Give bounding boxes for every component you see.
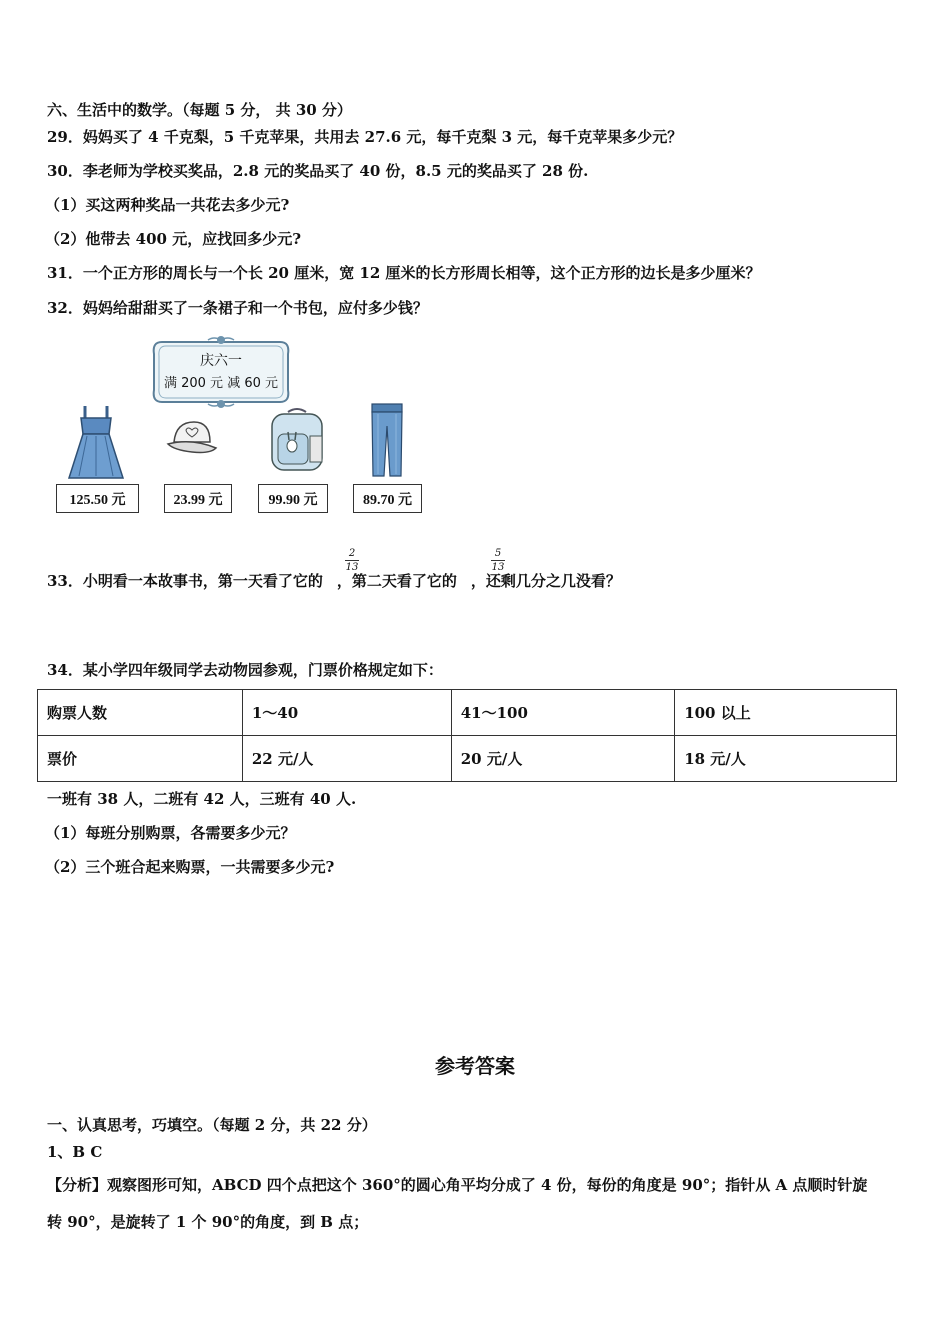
- question-33: [47, 571, 621, 591]
- question-30: 30．李老师为学校买奖品，2.8 元的奖品买了 40 份，8.5 元的奖品买了 28 份.: [47, 162, 589, 180]
- answer-1: 1、B C: [47, 1143, 103, 1161]
- question-33-part-a: 33．小明看一本故事书，第一天看了它的: [47, 572, 323, 590]
- table-cell: 100 以上: [675, 690, 897, 736]
- answers-section-1-title: 一、认真思考，巧填空。（每题 2 分，共 22 分）: [47, 1116, 377, 1134]
- analysis-line-2: 转 90°，是旋转了 1 个 90°的角度，到 B 点；: [47, 1213, 369, 1231]
- price-tag-cap: 23.99 元: [164, 484, 232, 513]
- promo-line-2: 满 200 元 减 60 元: [163, 376, 279, 391]
- table-cell: 22 元/人: [242, 736, 451, 782]
- fraction-1: [345, 548, 359, 573]
- backpack-icon: [266, 406, 328, 474]
- fraction-2: [491, 548, 505, 573]
- analysis-line-1: 【分析】观察图形可知，ABCD 四个点把这个 360°的圆心角平均分成了 4 份，每份的角度是 90°；指针从 A 点顺时针旋: [47, 1176, 868, 1194]
- question-33-part-b: ，第二天看了它的: [336, 572, 457, 590]
- fraction-2-numerator: 5: [494, 548, 502, 559]
- price-tag-dress: 125.50 元: [56, 484, 139, 513]
- promo-line-1: 庆六一: [200, 353, 242, 369]
- jeans-icon: [368, 402, 406, 478]
- section-6-title: 六、生活中的数学。（每题 5 分， 共 30 分）: [47, 101, 352, 119]
- table-cell: 18 元/人: [675, 736, 897, 782]
- cap-icon: [166, 418, 218, 458]
- ticket-price-table: [37, 689, 897, 782]
- table-cell: 购票人数: [38, 690, 243, 736]
- question-29: 29．妈妈买了 4 千克梨，5 千克苹果，共用去 27.6 元，每千克梨 3 元，每千克苹果多少元？: [47, 128, 683, 146]
- price-tag-backpack: 99.90 元: [258, 484, 328, 513]
- question-31: 31．一个正方形的周长与一个长 20 厘米，宽 12 厘米的长方形周长相等，这个正方形的边长是多少厘米？: [47, 264, 761, 282]
- table-cell: 20 元/人: [451, 736, 674, 782]
- price-tag-jeans: 89.70 元: [353, 484, 422, 513]
- question-33-part-c: ，还剩几分之几没看？: [470, 572, 621, 590]
- table-row: [38, 690, 897, 736]
- table-row: [38, 736, 897, 782]
- table-cell: 1～40: [242, 690, 451, 736]
- fraction-1-denominator: 13: [345, 562, 359, 573]
- table-cell: 41～100: [451, 690, 674, 736]
- dress-icon: [65, 404, 127, 480]
- fraction-2-denominator: 13: [491, 562, 505, 573]
- question-34: 34．某小学四年级同学去动物园参观，门票价格规定如下：: [47, 661, 443, 679]
- promo-banner: [148, 336, 294, 408]
- question-30-part-1: （1）买这两种奖品一共花去多少元?: [45, 196, 290, 214]
- table-cell: 票价: [38, 736, 243, 782]
- question-32: 32．妈妈给甜甜买了一条裙子和一个书包，应付多少钱？: [47, 299, 428, 317]
- question-34-part-2: （2）三个班合起来购票，一共需要多少元?: [45, 858, 335, 876]
- question-34-part-1: （1）每班分别购票，各需要多少元？: [45, 824, 296, 842]
- answers-heading: 参考答案: [435, 1054, 515, 1078]
- question-30-part-2: （2）他带去 400 元，应找回多少元?: [45, 230, 301, 248]
- question-34-info: 一班有 38 人，二班有 42 人，三班有 40 人.: [47, 790, 357, 808]
- fraction-1-numerator: 2: [348, 548, 356, 559]
